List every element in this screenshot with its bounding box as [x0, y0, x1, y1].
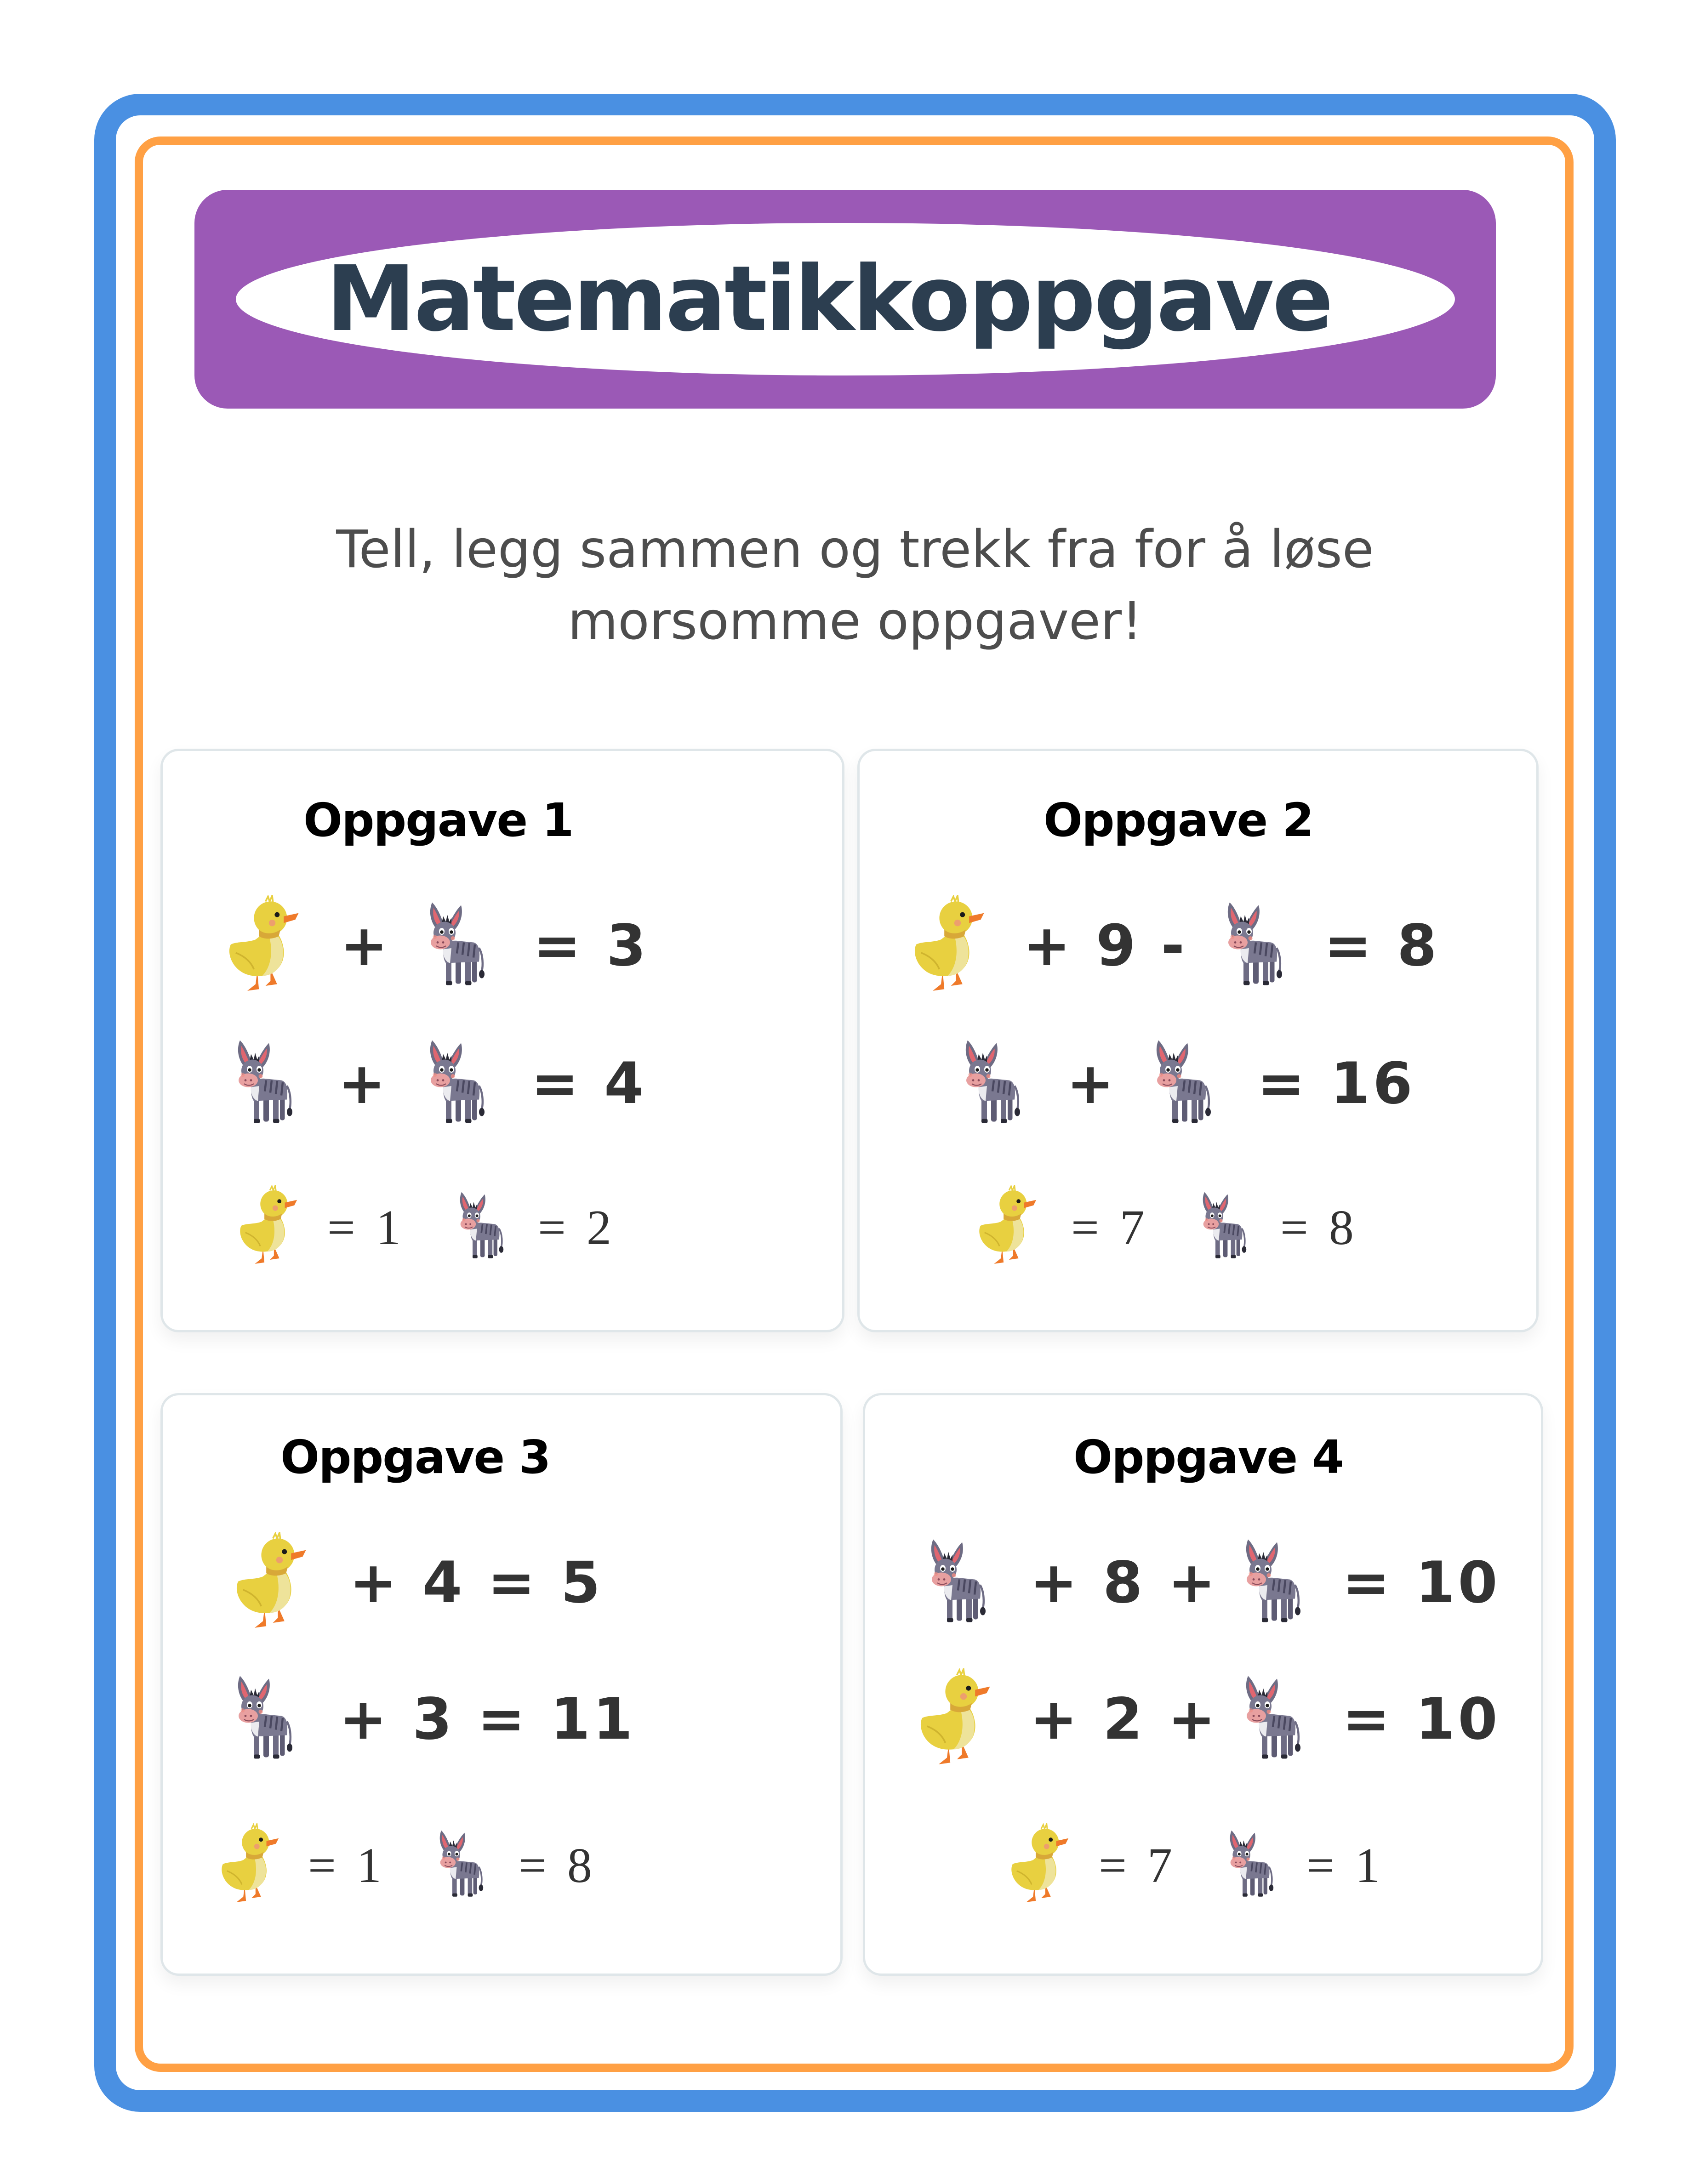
- task-title: Oppgave 4: [1073, 1430, 1343, 1484]
- equation-result: = 3: [533, 913, 649, 979]
- duck-icon: [216, 1823, 284, 1905]
- title-pill: [236, 223, 1455, 375]
- answer-value: = 7: [1071, 1200, 1145, 1255]
- page-title: Matematikkoppgave: [326, 247, 1332, 352]
- answer-value: = 7: [1099, 1838, 1172, 1893]
- equation-result: = 8: [1324, 913, 1440, 979]
- duck-icon: [908, 895, 991, 994]
- duck-icon: [914, 1668, 997, 1768]
- answer-value: = 2: [538, 1200, 611, 1255]
- equation-result: = 10: [1342, 1550, 1500, 1616]
- subtitle: [276, 514, 1434, 657]
- answer-value: = 8: [519, 1838, 592, 1893]
- donkey-icon: [418, 897, 487, 992]
- donkey-icon: [226, 1671, 295, 1765]
- donkey-icon: [1216, 897, 1285, 992]
- donkey-icon: [1145, 1035, 1214, 1130]
- donkey-icon: [1220, 1826, 1276, 1902]
- task-title: Oppgave 3: [280, 1430, 550, 1484]
- donkey-icon: [430, 1826, 485, 1902]
- subtitle-line-1: Tell, legg sammen og trekk fra for å løse: [336, 520, 1374, 580]
- subtitle-line-2: morsomme oppgaver!: [568, 592, 1142, 651]
- task-title: Oppgave 2: [1044, 793, 1313, 847]
- duck-icon: [222, 895, 305, 994]
- donkey-icon: [954, 1035, 1023, 1130]
- donkey-icon: [1234, 1534, 1303, 1629]
- equation-result: = 4: [531, 1051, 647, 1117]
- equation-operator: + 8 +: [1030, 1550, 1219, 1616]
- donkey-icon: [919, 1534, 988, 1629]
- equation-operator: + 2 +: [1030, 1686, 1219, 1752]
- task-title: Oppgave 1: [303, 793, 573, 847]
- equation-operator: + 9 -: [1023, 913, 1187, 979]
- duck-icon: [974, 1185, 1042, 1267]
- duck-icon: [234, 1185, 302, 1267]
- answer-value: = 8: [1280, 1200, 1354, 1255]
- equation-result: = 10: [1342, 1686, 1500, 1752]
- donkey-icon: [418, 1035, 487, 1130]
- donkey-icon: [1193, 1188, 1249, 1264]
- donkey-icon: [1234, 1671, 1303, 1765]
- answer-value: = 1: [308, 1838, 382, 1893]
- answer-value: = 1: [1306, 1838, 1380, 1893]
- donkey-icon: [451, 1188, 506, 1264]
- equation-operator: +: [1066, 1051, 1117, 1117]
- equation-operator: +: [340, 913, 391, 979]
- equation-result: = 16: [1257, 1051, 1415, 1117]
- equation-expression: + 3 = 11: [339, 1686, 636, 1752]
- donkey-icon: [226, 1035, 295, 1130]
- duck-icon: [230, 1532, 313, 1631]
- equation-operator: +: [338, 1051, 388, 1117]
- answer-value: = 1: [327, 1200, 401, 1255]
- duck-icon: [1006, 1823, 1074, 1905]
- equation-expression: + 4 = 5: [349, 1550, 603, 1616]
